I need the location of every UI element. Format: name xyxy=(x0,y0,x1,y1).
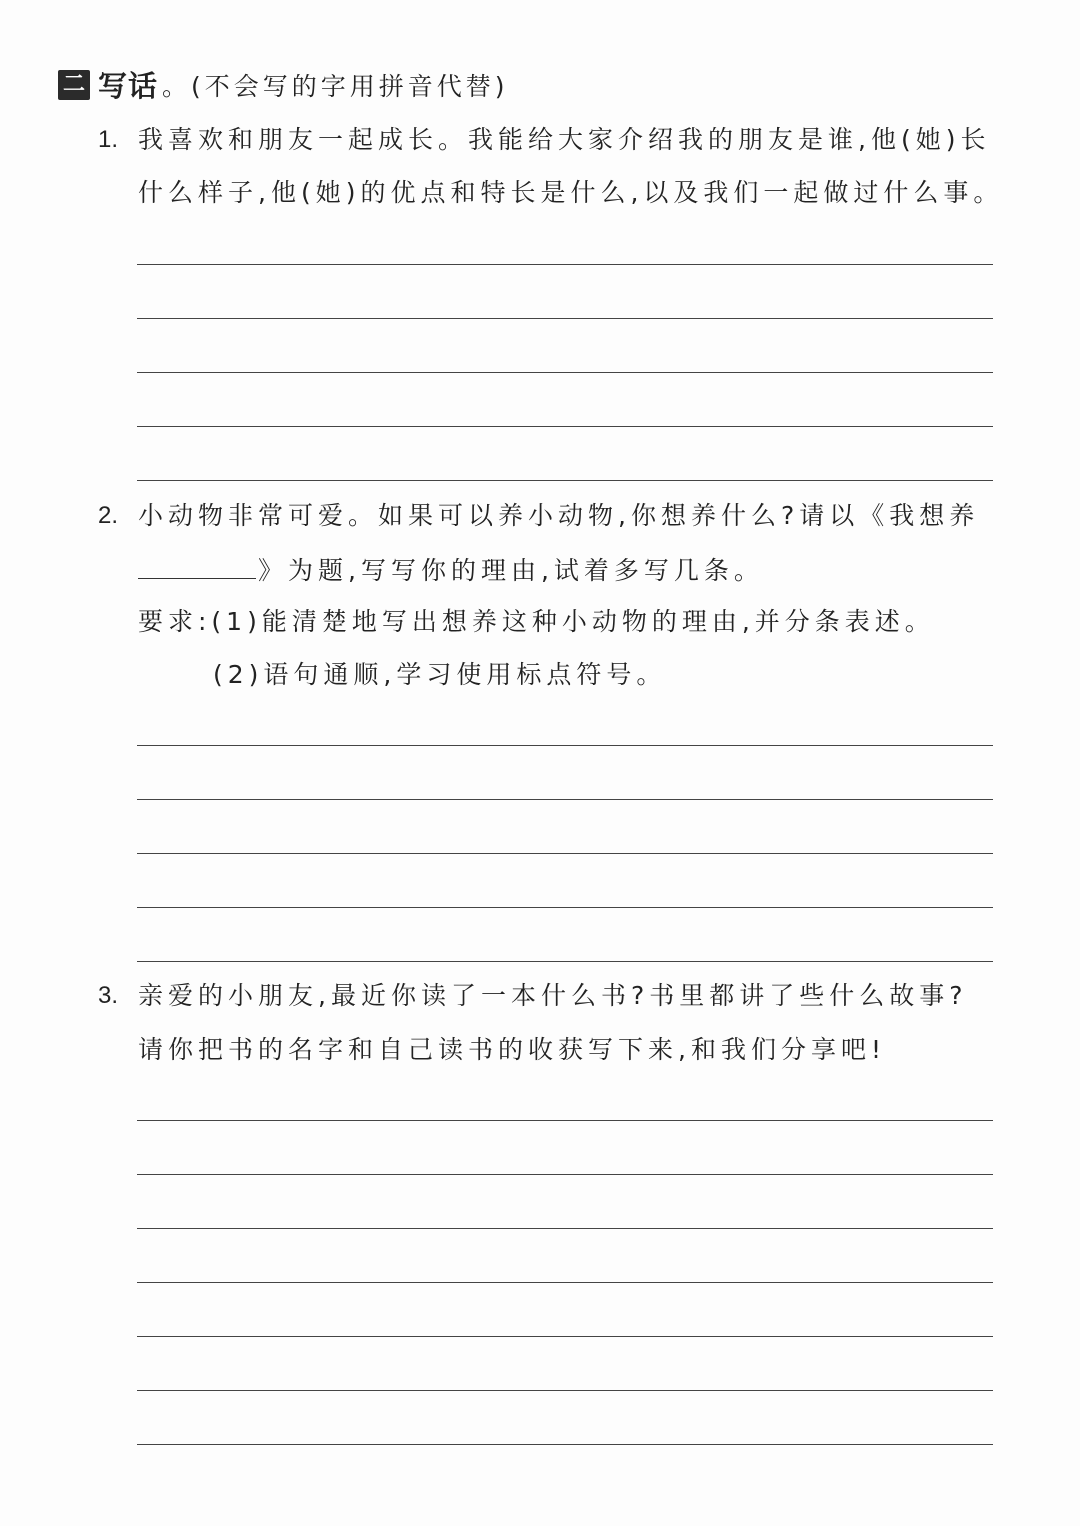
section-number-badge: 二 xyxy=(58,70,90,100)
answer-2-line[interactable] xyxy=(137,745,993,746)
answer-2-line[interactable] xyxy=(137,799,993,800)
question-2-text-line-2 xyxy=(138,552,764,588)
requirement-1: 要求:(1)能清楚地写出想养这种小动物的理由,并分条表述。 xyxy=(138,607,935,636)
answer-2-line[interactable] xyxy=(137,907,993,908)
answer-1-line[interactable] xyxy=(137,426,993,427)
question-1-number: 1. xyxy=(98,126,119,153)
answer-3-line[interactable] xyxy=(137,1390,993,1391)
title-fill-blank[interactable] xyxy=(138,552,256,579)
answer-2-line[interactable] xyxy=(137,961,993,962)
question-2-number: 2. xyxy=(98,502,119,529)
answer-1-line[interactable] xyxy=(137,318,993,319)
answer-1-line[interactable] xyxy=(137,480,993,481)
requirement-2: (2)语句通顺,学习使用标点符号。 xyxy=(213,660,667,689)
answer-3-line[interactable] xyxy=(137,1228,993,1229)
question-2-text-line-2-content: 》为题,写写你的理由,试着多写几条。 xyxy=(258,556,764,585)
answer-2-line[interactable] xyxy=(137,853,993,854)
answer-3-line[interactable] xyxy=(137,1174,993,1175)
answer-3-line[interactable] xyxy=(137,1282,993,1283)
answer-1-line[interactable] xyxy=(137,372,993,373)
section-header xyxy=(58,64,509,105)
question-1-text-line-1: 我喜欢和朋友一起成长。我能给大家介绍我的朋友是谁,他(她)长 xyxy=(138,125,991,154)
section-instruction: 。(不会写的字用拼音代替) xyxy=(162,71,509,101)
answer-3-line[interactable] xyxy=(137,1120,993,1121)
question-3-number: 3. xyxy=(98,982,119,1009)
question-2-text-line-1: 小动物非常可爱。如果可以养小动物,你想养什么?请以《我想养 xyxy=(138,501,980,530)
question-3-text-line-1: 亲爱的小朋友,最近你读了一本什么书?书里都讲了些什么故事? xyxy=(138,981,968,1010)
answer-3-line[interactable] xyxy=(137,1444,993,1445)
answer-1-line[interactable] xyxy=(137,264,993,265)
question-1-text-line-2: 什么样子,他(她)的优点和特长是什么,以及我们一起做过什么事。 xyxy=(138,178,1004,207)
section-title: 写话 xyxy=(98,69,159,103)
question-3-text-line-2: 请你把书的名字和自己读书的收获写下来,和我们分享吧! xyxy=(138,1035,886,1064)
answer-3-line[interactable] xyxy=(137,1336,993,1337)
